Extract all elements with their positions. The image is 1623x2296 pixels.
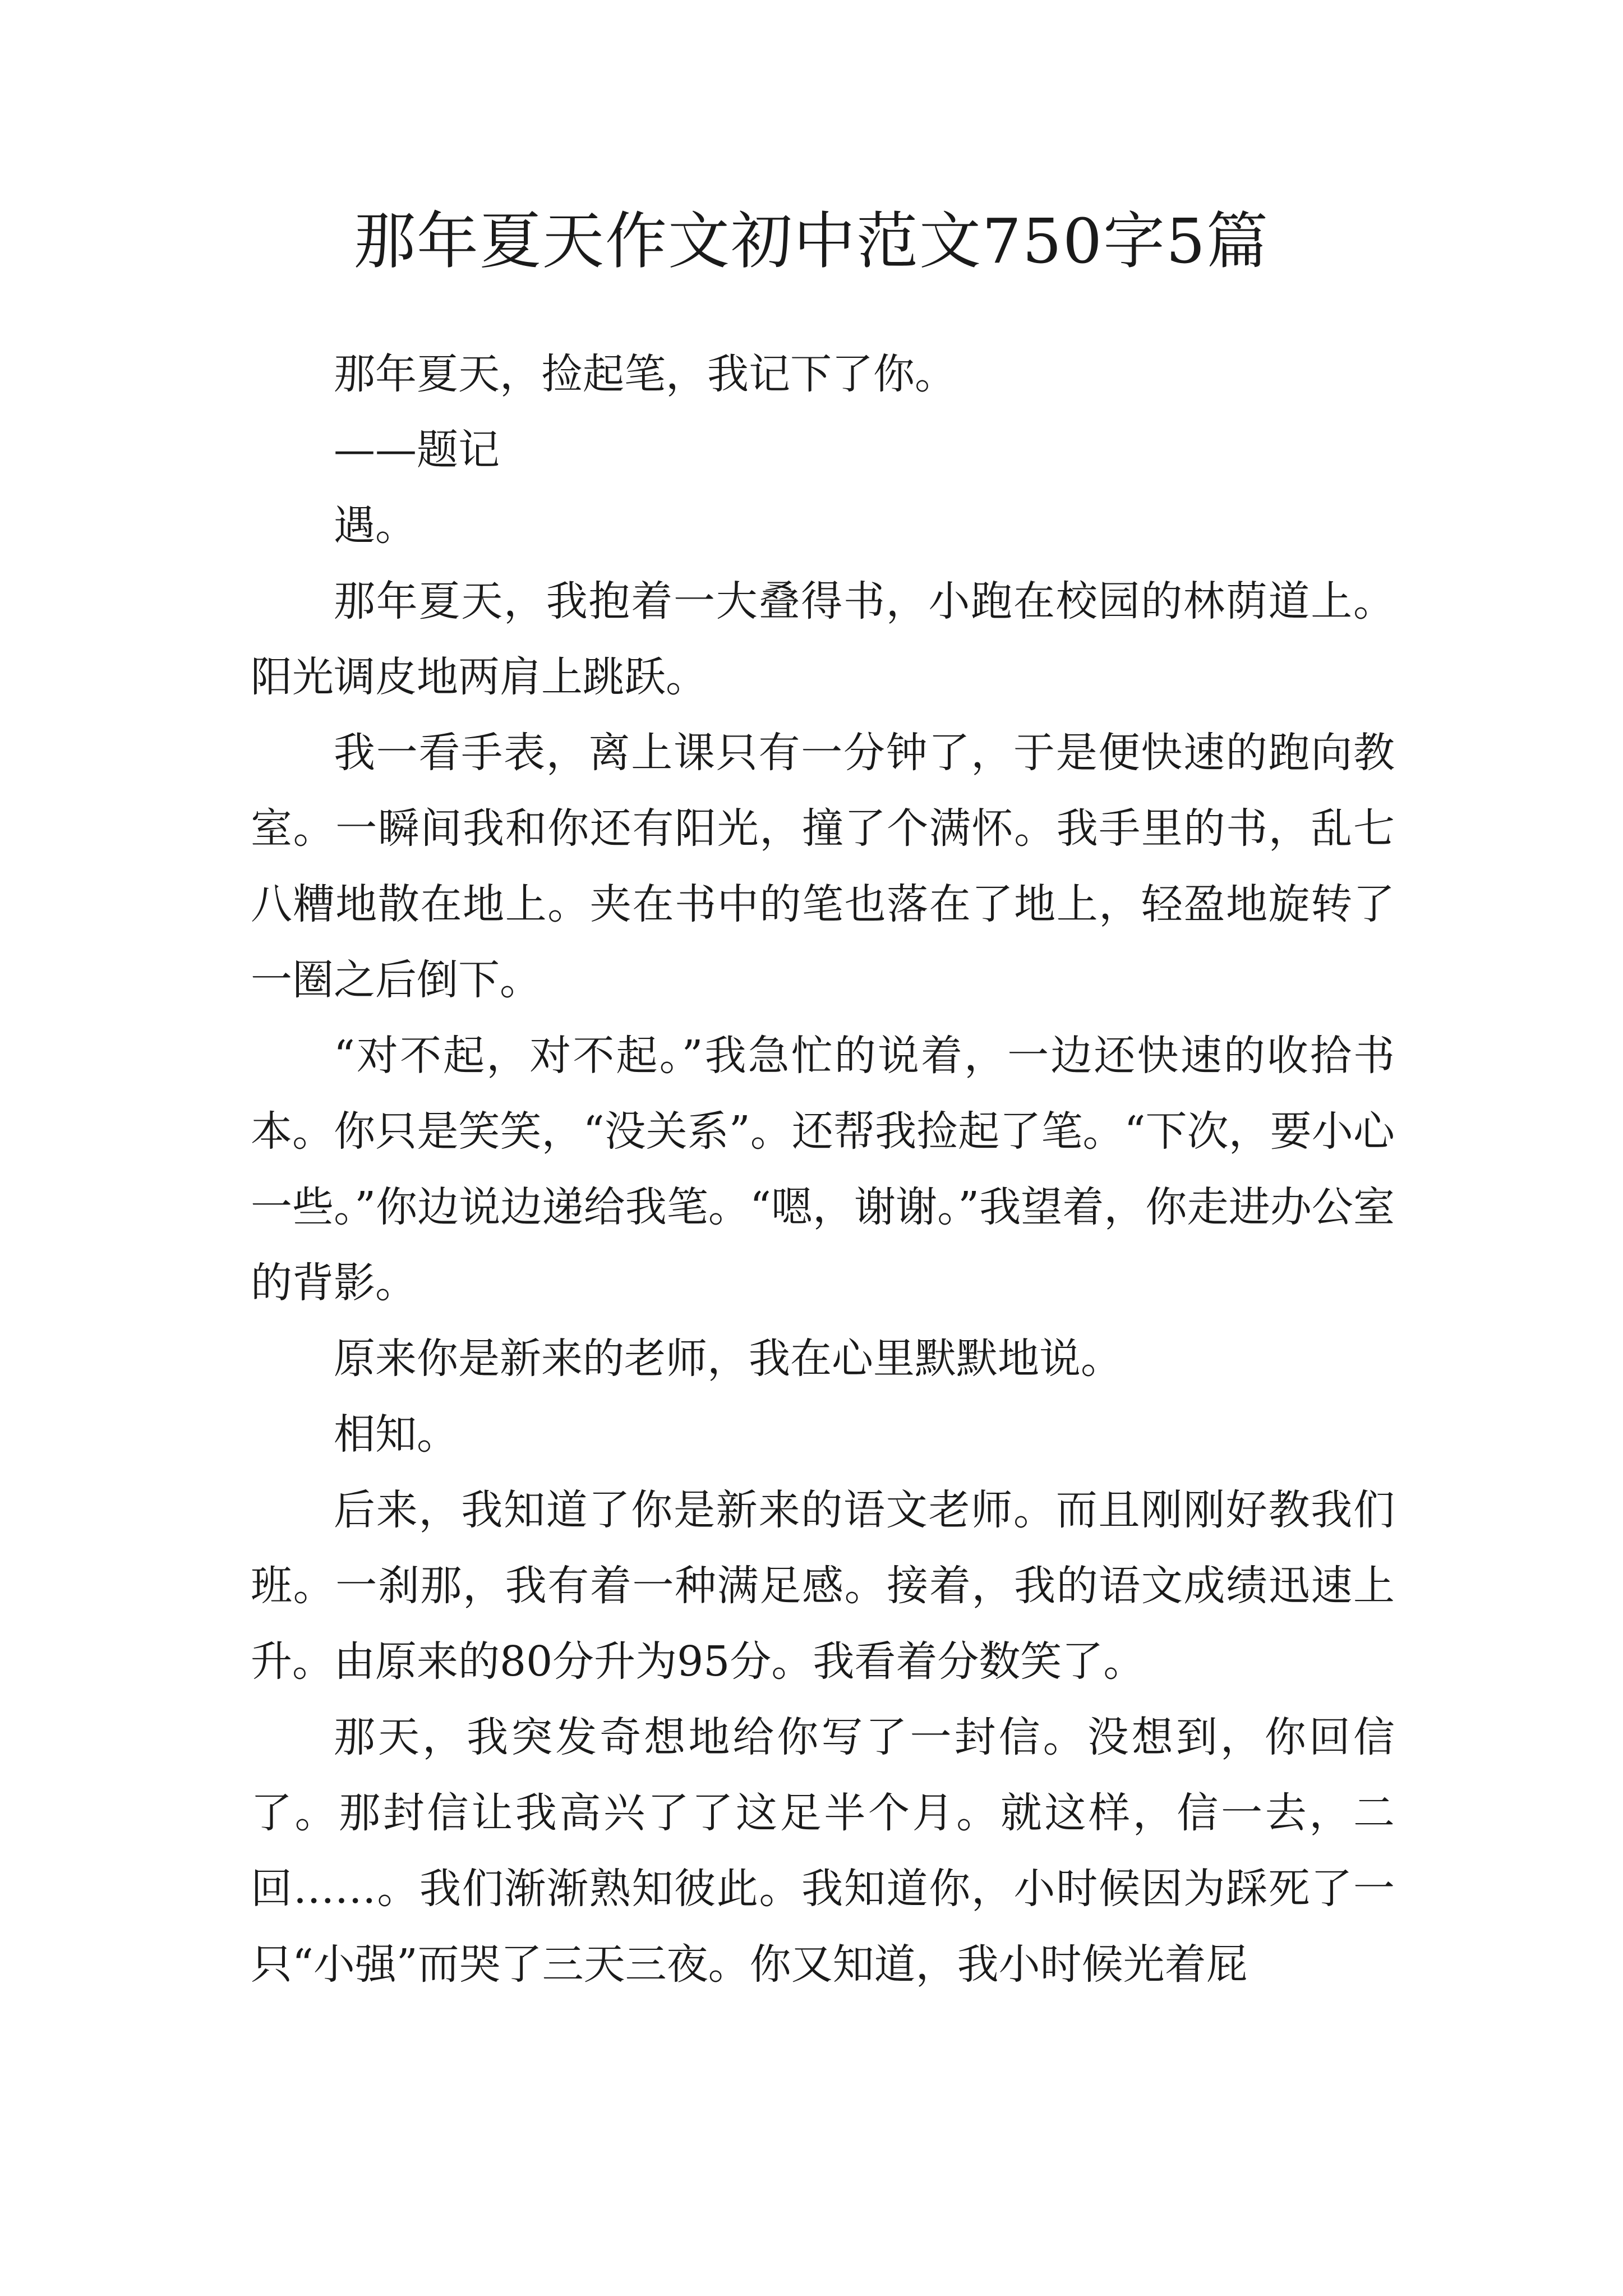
document-title: 那年夏天作文初中范文750字5篇 [354,205,1269,277]
paragraph-epigraph-attribution: ——题记 [334,426,500,474]
paragraph: “对不起，对不起。”我急忙的说着，一边还快速的收拾书本。你只是笑笑，“没关系”。还帮我捡起了笔。“下次，要小心一些。”你边说边递给我笔。“嗯，谢谢。”我望着，你走进办公室的背影。 [251,1032,1395,1307]
paragraph: 我一看手表，离上课只有一分钟了，于是便快速的跑向教室。一瞬间我和你还有阳光，撞了个满怀。我手里的书，乱七八糟地散在地上。夹在书中的笔也落在了地上，轻盈地旋转了一圈之后倒下。 [251,729,1395,1004]
paragraph: 那年夏天，我抱着一大叠得书，小跑在校园的林荫道上。阳光调皮地两肩上跳跃。 [251,577,1395,701]
paragraph-epigraph: 那年夏天，捡起笔，我记下了你。 [334,350,956,398]
paragraph: 那天，我突发奇想地给你写了一封信。没想到，你回信了。那封信让我高兴了了这足半个月。就这样，信一去，二回……。我们渐渐熟知彼此。我知道你，小时候因为踩死了一只“小强”而哭了三天三夜。你又知道，我小时候光着屁 [251,1713,1395,1989]
paragraph-section-heading-meet: 遇。 [334,501,417,550]
paragraph-section-heading-know: 相知。 [334,1410,458,1458]
document-body [251,337,1395,2003]
paragraph: 后来，我知道了你是新来的语文老师。而且刚刚好教我们班。一刹那，我有着一种满足感。接着，我的语文成绩迅速上升。由原来的80分升为95分。我看着分数笑了。 [251,1486,1395,1686]
paragraph: 原来你是新来的老师，我在心里默默地说。 [334,1335,1122,1383]
